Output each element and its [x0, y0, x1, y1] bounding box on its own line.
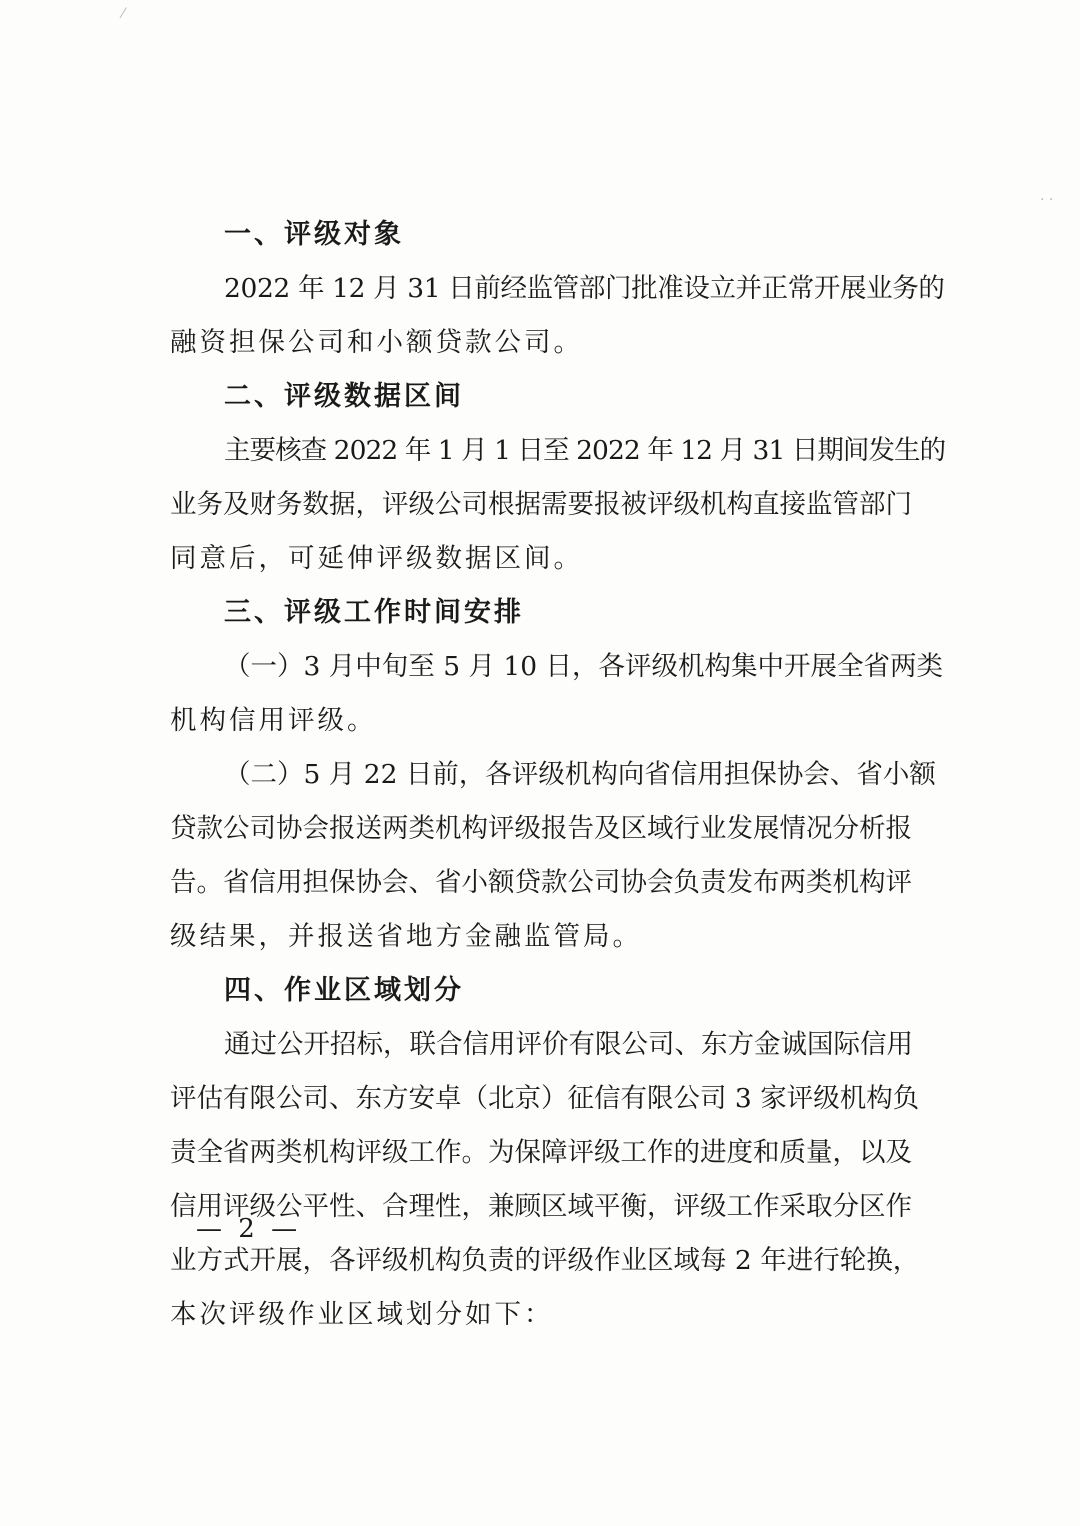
document-body: [170, 208, 945, 1342]
body-paragraph: [170, 262, 945, 370]
paragraph-line: 主要核查 2022 年 1 月 1 日至 2022 年 12 月 31 日期间发生的: [224, 435, 945, 466]
paragraph-line: 级结果，并报送省地方金融监管局。: [170, 921, 642, 952]
section-heading: 四、作业区域划分: [224, 975, 464, 1006]
paragraph-line: 信用评级公平性、合理性，兼顾区域平衡，评级工作采取分区作: [170, 1191, 912, 1222]
paragraph-line: 2022 年 12 月 31 日前经监管部门批准设立并正常开展业务的: [224, 273, 945, 304]
paragraph-line: 业方式开展，各评级机构负责的评级作业区域每 2 年进行轮换，: [170, 1245, 920, 1276]
paragraph-line: 本次评级作业区域划分如下：: [170, 1299, 554, 1330]
paragraph-line: 融资担保公司和小额贷款公司。: [170, 327, 583, 358]
scan-speck: · ·: [1040, 192, 1054, 208]
section-heading: 二、评级数据区间: [224, 381, 464, 412]
body-paragraph: [170, 748, 945, 964]
paragraph-line: 机构信用评级。: [170, 705, 377, 736]
section-heading: 三、评级工作时间安排: [224, 597, 524, 628]
paragraph-line: （二）5 月 22 日前，各评级机构向省信用担保协会、省小额: [224, 759, 936, 790]
body-paragraph: [170, 640, 945, 748]
paragraph-line: 评估有限公司、东方安卓（北京）征信有限公司 3 家评级机构负: [170, 1083, 920, 1114]
paragraph-line: 贷款公司协会报送两类机构评级报告及区域行业发展情况分析报: [170, 813, 912, 844]
paragraph-line: （一）3 月中旬至 5 月 10 日，各评级机构集中开展全省两类: [224, 651, 944, 682]
paragraph-line: 通过公开招标，联合信用评价有限公司、东方金诚国际信用: [224, 1029, 913, 1060]
body-paragraph: [170, 1018, 945, 1342]
section-heading: 一、评级对象: [224, 219, 404, 250]
body-paragraph: [170, 424, 945, 586]
paragraph-line: 同意后，可延伸评级数据区间。: [170, 543, 583, 574]
page-number: — 2 —: [196, 1214, 302, 1244]
paragraph-line: 告。省信用担保协会、省小额贷款公司协会负责发布两类机构评: [170, 867, 912, 898]
paragraph-line: 业务及财务数据，评级公司根据需要报被评级机构直接监管部门: [170, 489, 912, 520]
scan-speck: ⁄: [122, 6, 125, 22]
paragraph-line: 责全省两类机构评级工作。为保障评级工作的进度和质量，以及: [170, 1137, 912, 1168]
